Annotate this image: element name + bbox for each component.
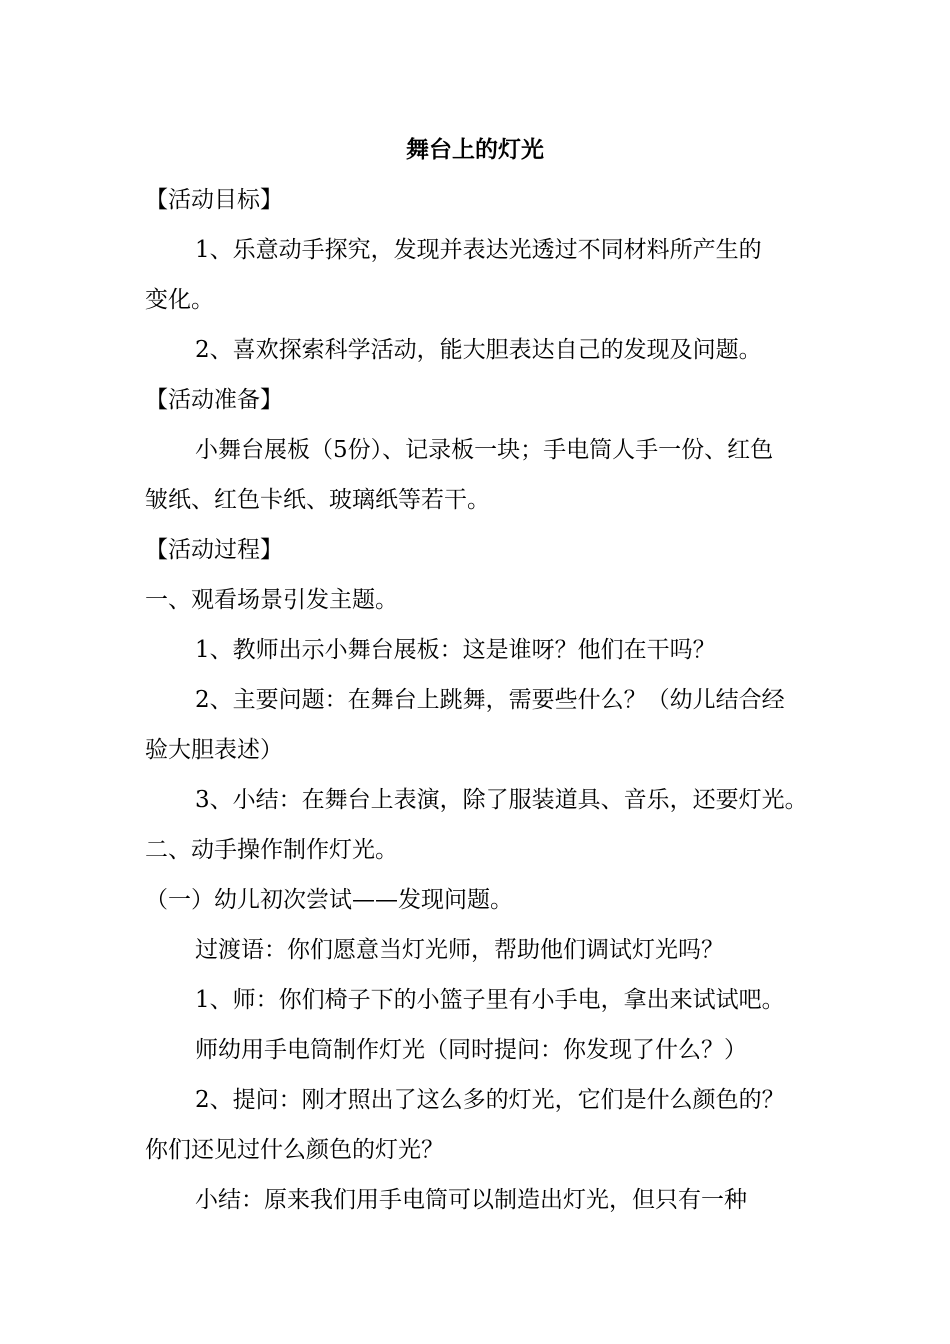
paragraph-line: 2、喜欢探索科学活动，能大胆表达自己的发现及问题。 — [195, 337, 762, 363]
document-title: 舞台上的灯光 — [406, 136, 544, 163]
subsection-heading: 二、动手操作制作灯光。 — [145, 837, 398, 863]
paragraph-line: 2、提问：刚才照出了这么多的灯光，它们是什么颜色的？ — [195, 1087, 785, 1113]
section-heading-process: 【活动过程】 — [145, 537, 283, 563]
paragraph-line: 小结：原来我们用手电筒可以制造出灯光，但只有一种 — [195, 1187, 747, 1213]
section-heading-preparation: 【活动准备】 — [145, 387, 283, 413]
paragraph-line: 1、教师出示小舞台展板：这是谁呀？他们在干吗？ — [195, 637, 716, 663]
paragraph-line: 过渡语：你们愿意当灯光师，帮助他们调试灯光吗？ — [195, 937, 724, 963]
paragraph-line: 变化。 — [145, 287, 214, 313]
paragraph-line: 验大胆表述） — [145, 737, 283, 763]
paragraph-line: 1、乐意动手探究，发现并表达光透过不同材料所产生的 — [195, 237, 762, 263]
subsection-heading: 一、观看场景引发主题。 — [145, 587, 398, 613]
paragraph-line: 2、主要问题：在舞台上跳舞，需要些什么？（幼儿结合经 — [195, 687, 785, 713]
paragraph-line: 小舞台展板（5份）、记录板一块；手电筒人手一份、红色 — [195, 437, 774, 463]
paragraph-line: 师幼用手电筒制作灯光（同时提问：你发现了什么？） — [195, 1037, 747, 1063]
paragraph-line: 你们还见过什么颜色的灯光？ — [145, 1137, 444, 1163]
subsection-heading: （一）幼儿初次尝试——发现问题。 — [145, 887, 513, 913]
paragraph-line: 皱纸、红色卡纸、玻璃纸等若干。 — [145, 487, 490, 513]
paragraph-line: 1、师：你们椅子下的小篮子里有小手电，拿出来试试吧。 — [195, 987, 785, 1013]
section-heading-goals: 【活动目标】 — [145, 187, 283, 213]
paragraph-line: 3、小结：在舞台上表演，除了服装道具、音乐，还要灯光。 — [195, 787, 808, 813]
